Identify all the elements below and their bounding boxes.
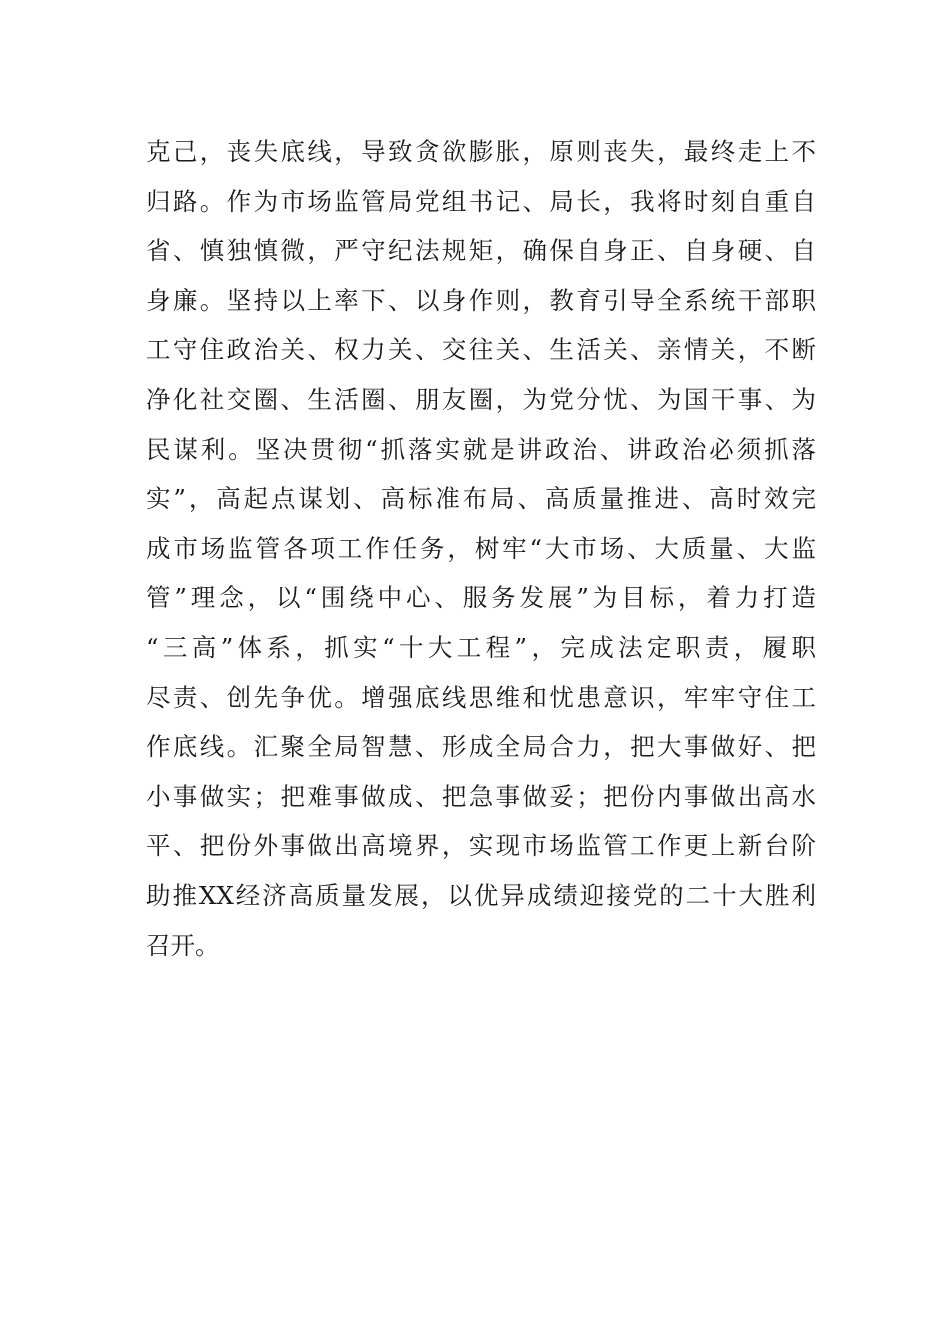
text-line-13: 作底线。汇聚全局智慧、形成全局合力，把大事做好、把 [146, 732, 816, 762]
text-line-15: 平、把份外事做出高境界，实现市场监管工作更上新台阶 [146, 831, 816, 861]
text-line-1: 克己，丧失底线，导致贪欲膨胀，原则丧失，最终走上不 [146, 137, 816, 166]
text-line-14: 小事做实；把难事做成、把急事做妥；把份内事做出高水 [146, 781, 816, 811]
text-line-8: 实”，高起点谋划、高标准布局、高质量推进、高时效完 [146, 484, 816, 514]
text-line-9: 成市场监管各项工作任务，树牢“大市场、大质量、大监 [146, 533, 816, 563]
text-line-10: 管”理念，以“围绕中心、服务发展”为目标，着力打造 [146, 583, 816, 613]
body-paragraph [146, 127, 816, 970]
text-line-5: 工守住政治关、权力关、交往关、生活关、亲情关，不断 [146, 335, 816, 365]
text-line-6: 净化社交圈、生活圈、朋友圈，为党分忧、为国干事、为 [146, 384, 816, 414]
text-line-7: 民谋利。坚决贯彻“抓落实就是讲政治、讲政治必须抓落 [146, 434, 816, 464]
text-line-4: 身廉。坚持以上率下、以身作则，教育引导全系统干部职 [146, 285, 816, 315]
text-line-17: 召开。 [146, 930, 220, 960]
text-line-3: 省、慎独慎微，严守纪法规矩，确保自身正、自身硬、自 [146, 236, 816, 266]
text-line-16: 助推XX经济高质量发展，以优异成绩迎接党的二十大胜利 [146, 880, 816, 910]
text-line-11: “三高”体系，抓实“十大工程”，完成法定职责，履职 [146, 632, 816, 662]
text-line-12: 尽责、创先争优。增强底线思维和忧患意识，牢牢守住工 [146, 682, 816, 712]
text-line-2: 归路。作为市场监管局党组书记、局长，我将时刻自重自 [146, 186, 816, 216]
